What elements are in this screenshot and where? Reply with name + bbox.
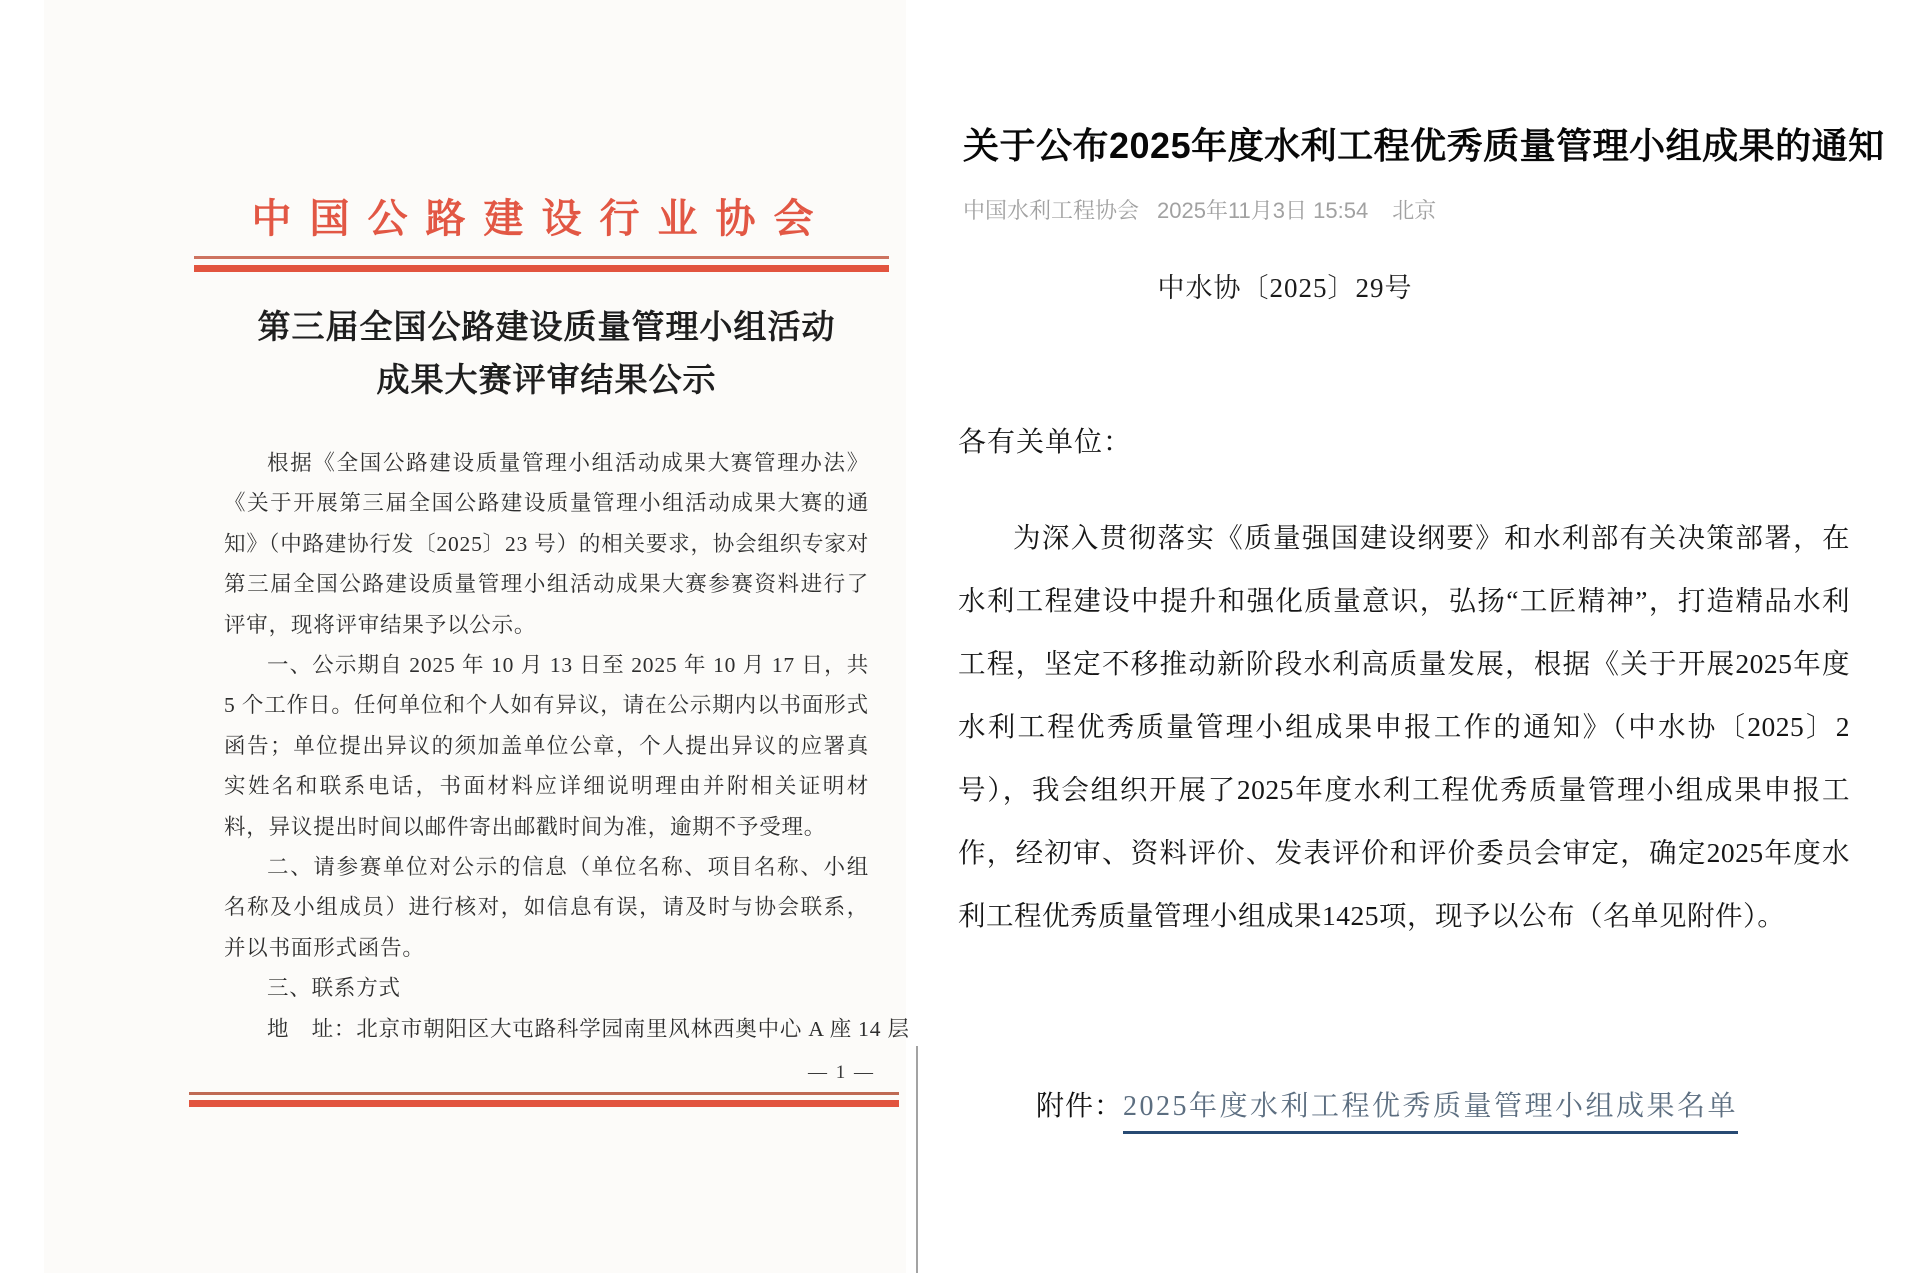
letterhead-rule-thin: [194, 256, 889, 259]
notice-page-title: 关于公布2025年度水利工程优秀质量管理小组成果的通知: [963, 125, 1885, 166]
salutation: 各有关单位：: [958, 427, 1133, 458]
announcement-paragraph-basis: 根据《全国公路建设质量管理小组活动成果大赛管理办法》《关于开展第三届全国公路建设质量管理小组活动成果大赛的通知》（中路建协行发〔2025〕23 号）的相关要求，协会组织专家对第三届全国公路建设质量管理小组活动成果大赛参赛资料进行了评审，现将评审结果予以公示。: [224, 451, 869, 637]
document-number: 中水协〔2025〕29号: [1157, 273, 1413, 303]
letterhead-rule-thick: [194, 265, 889, 272]
announcement-title: [224, 302, 869, 408]
notice-datetime: 2025年11月3日 15:54: [1157, 198, 1369, 223]
attachment-link[interactable]: 2025年度水利工程优秀质量管理小组成果名单: [1123, 1091, 1738, 1134]
announcement-paragraph-verify: 二、请参赛单位对公示的信息（单位名称、项目名称、小组名称及小组成员）进行核对，如信息有误，请及时与协会联系，并以书面形式函告。: [224, 855, 869, 960]
announcement-heading-contact: 三、联系方式: [267, 976, 401, 1001]
announcement-paragraph-period: 一、公示期自 2025 年 10 月 13 日至 2025 年 10 月 17 日，共 5 个工作日。任何单位和个人如有异议，请在公示期内以书面形式函告；单位提出异议的须加盖单位公章，个人提出异议的应署真实姓名和联系电话，书面材料应详细说明理由并附相关证明材料，异议提出时间以邮件寄出邮戳时间为准，逾期不予受理。: [224, 653, 869, 839]
footer-rule-thick: [189, 1100, 899, 1107]
notice-meta-row: [963, 194, 1436, 225]
attachment-label: 附件：: [1036, 1091, 1124, 1122]
notice-source: 中国水利工程协会: [963, 198, 1140, 223]
notice-location: 北京: [1392, 198, 1437, 223]
page-edge-divider: [916, 1046, 918, 1273]
announcement-address-line: 地 址：北京市朝阳区大屯路科学园南里风林西奥中心 A 座 14 层: [267, 1016, 910, 1041]
association-letterhead-title: 中国公路建设行业协会: [251, 196, 832, 241]
announcement-title-line1: 第三届全国公路建设质量管理小组活动: [257, 310, 836, 346]
scanned-announcement-page: [44, 0, 910, 1273]
page-number: — 1 —: [808, 1062, 875, 1083]
announcement-body: [224, 443, 910, 1049]
attachment-row: [1036, 1084, 1738, 1124]
announcement-title-line2: 成果大赛评审结果公示: [376, 363, 717, 399]
footer-rule-thin: [189, 1092, 899, 1095]
notice-body-paragraph: 为深入贯彻落实《质量强国建设纲要》和水利部有关决策部署，在水利工程建设中提升和强化质量意识，弘扬“工匠精神”，打造精品水利工程，坚定不移推动新阶段水利高质量发展，根据《关于开展2025年度水利工程优秀质量管理小组成果申报工作的通知》（中水协〔2025〕2号），我会组织开展了2025年度水利工程优秀质量管理小组成果申报工作，经初审、资料评价、发表评价和评价委员会审定，确定2025年度水利工程优秀质量管理小组成果1425项，现予以公布（名单见附件）。: [958, 522, 1850, 931]
